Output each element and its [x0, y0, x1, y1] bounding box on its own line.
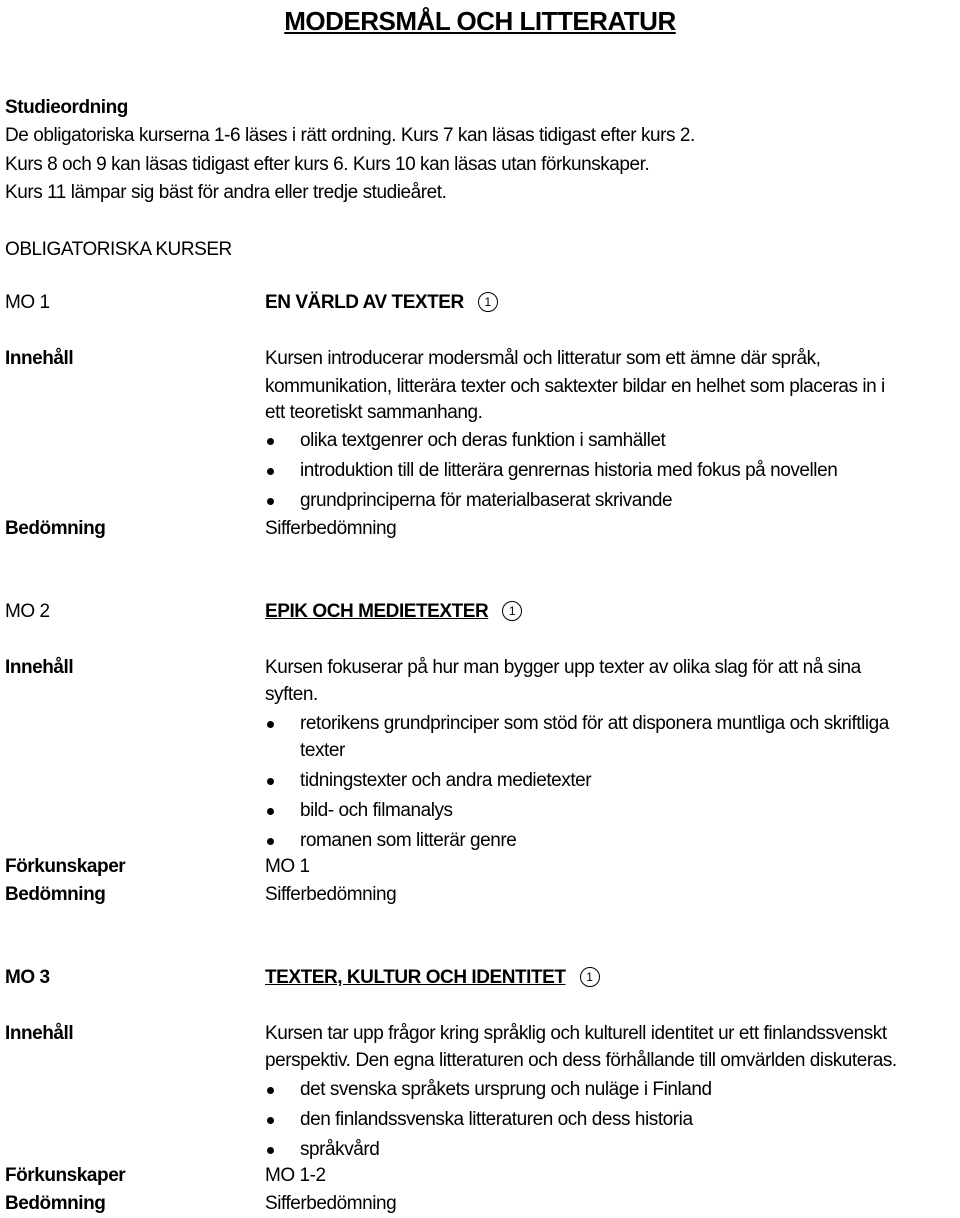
- assessment-value: Sifferbedömning: [265, 1193, 397, 1214]
- bullet-icon: [267, 498, 274, 505]
- course-code: MO 2: [5, 601, 50, 622]
- content-label: Innehåll: [5, 657, 74, 678]
- prerequisites-value: MO 1-2: [265, 1165, 326, 1186]
- assessment-label: Bedömning: [5, 884, 106, 905]
- list-item-text: introduktion till de litterära genrernas historia med fokus på novellen: [300, 460, 838, 481]
- bullet-icon: [267, 468, 274, 475]
- course-name: TEXTER, KULTUR OCH IDENTITET: [265, 967, 566, 988]
- bullet-icon: [267, 838, 274, 845]
- content-label: Innehåll: [5, 1023, 74, 1044]
- studieordning-heading: Studieordning: [5, 97, 128, 118]
- assessment-value: Sifferbedömning: [265, 884, 397, 905]
- bullet-icon: [267, 438, 274, 445]
- course-intro-line: syften.: [265, 684, 318, 705]
- course-name: EN VÄRLD AV TEXTER: [265, 292, 464, 313]
- page-title: MODERSMÅL OCH LITTERATUR: [284, 6, 676, 36]
- list-item-text: romanen som litterär genre: [300, 830, 517, 851]
- list-item-text: språkvård: [300, 1139, 380, 1160]
- course-intro-line: Kursen introducerar modersmål och litteratur som ett ämne där språk,: [265, 348, 821, 369]
- studieordning-line: Kurs 8 och 9 kan läsas tidigast efter kurs 6. Kurs 10 kan läsas utan förkunskaper.: [5, 154, 650, 175]
- prerequisites-label: Förkunskaper: [5, 856, 126, 877]
- content-label: Innehåll: [5, 348, 74, 369]
- list-item-text: texter: [300, 740, 345, 761]
- list-item-text: retorikens grundprinciper som stöd för att disponera muntliga och skriftliga: [300, 713, 889, 734]
- course-intro-line: kommunikation, litterära texter och saktexter bildar en helhet som placeras in i: [265, 376, 885, 397]
- section-heading: OBLIGATORISKA KURSER: [5, 239, 232, 260]
- bullet-icon: [267, 808, 274, 815]
- course-code: MO 1: [5, 292, 50, 313]
- credit-badge: 1: [580, 967, 600, 987]
- bullet-icon: [267, 721, 274, 728]
- prerequisites-label: Förkunskaper: [5, 1165, 126, 1186]
- course-code: MO 3: [5, 967, 50, 988]
- list-item-text: grundprinciperna för materialbaserat skrivande: [300, 490, 673, 511]
- course-intro-line: Kursen tar upp frågor kring språklig och kulturell identitet ur ett finlandssvenskt: [265, 1023, 887, 1044]
- bullet-icon: [267, 1087, 274, 1094]
- assessment-label: Bedömning: [5, 518, 106, 539]
- bullet-icon: [267, 778, 274, 785]
- list-item-text: den finlandssvenska litteraturen och dess historia: [300, 1109, 693, 1130]
- bullet-icon: [267, 1117, 274, 1124]
- course-title: [265, 598, 522, 626]
- credit-badge: 1: [502, 601, 522, 621]
- credit-badge: 1: [478, 292, 498, 312]
- course-title: [265, 289, 498, 317]
- list-item-text: bild- och filmanalys: [300, 800, 453, 821]
- list-item-text: olika textgenrer och deras funktion i samhället: [300, 430, 666, 451]
- studieordning-line: Kurs 11 lämpar sig bäst för andra eller tredje studieåret.: [5, 182, 447, 203]
- course-intro-line: Kursen fokuserar på hur man bygger upp texter av olika slag för att nå sina: [265, 657, 861, 678]
- course-name: EPIK OCH MEDIETEXTER: [265, 601, 489, 622]
- list-item-text: det svenska språkets ursprung och nuläge i Finland: [300, 1079, 712, 1100]
- studieordning-line: De obligatoriska kurserna 1-6 läses i rätt ordning. Kurs 7 kan läsas tidigast efter kurs 2.: [5, 125, 695, 146]
- assessment-label: Bedömning: [5, 1193, 106, 1214]
- list-item-text: tidningstexter och andra medietexter: [300, 770, 592, 791]
- course-intro-line: ett teoretiskt sammanhang.: [265, 402, 483, 423]
- course-title: [265, 964, 600, 992]
- course-intro-line: perspektiv. Den egna litteraturen och dess förhållande till omvärlden diskuteras.: [265, 1050, 897, 1071]
- bullet-icon: [267, 1147, 274, 1154]
- prerequisites-value: MO 1: [265, 856, 310, 877]
- assessment-value: Sifferbedömning: [265, 518, 397, 539]
